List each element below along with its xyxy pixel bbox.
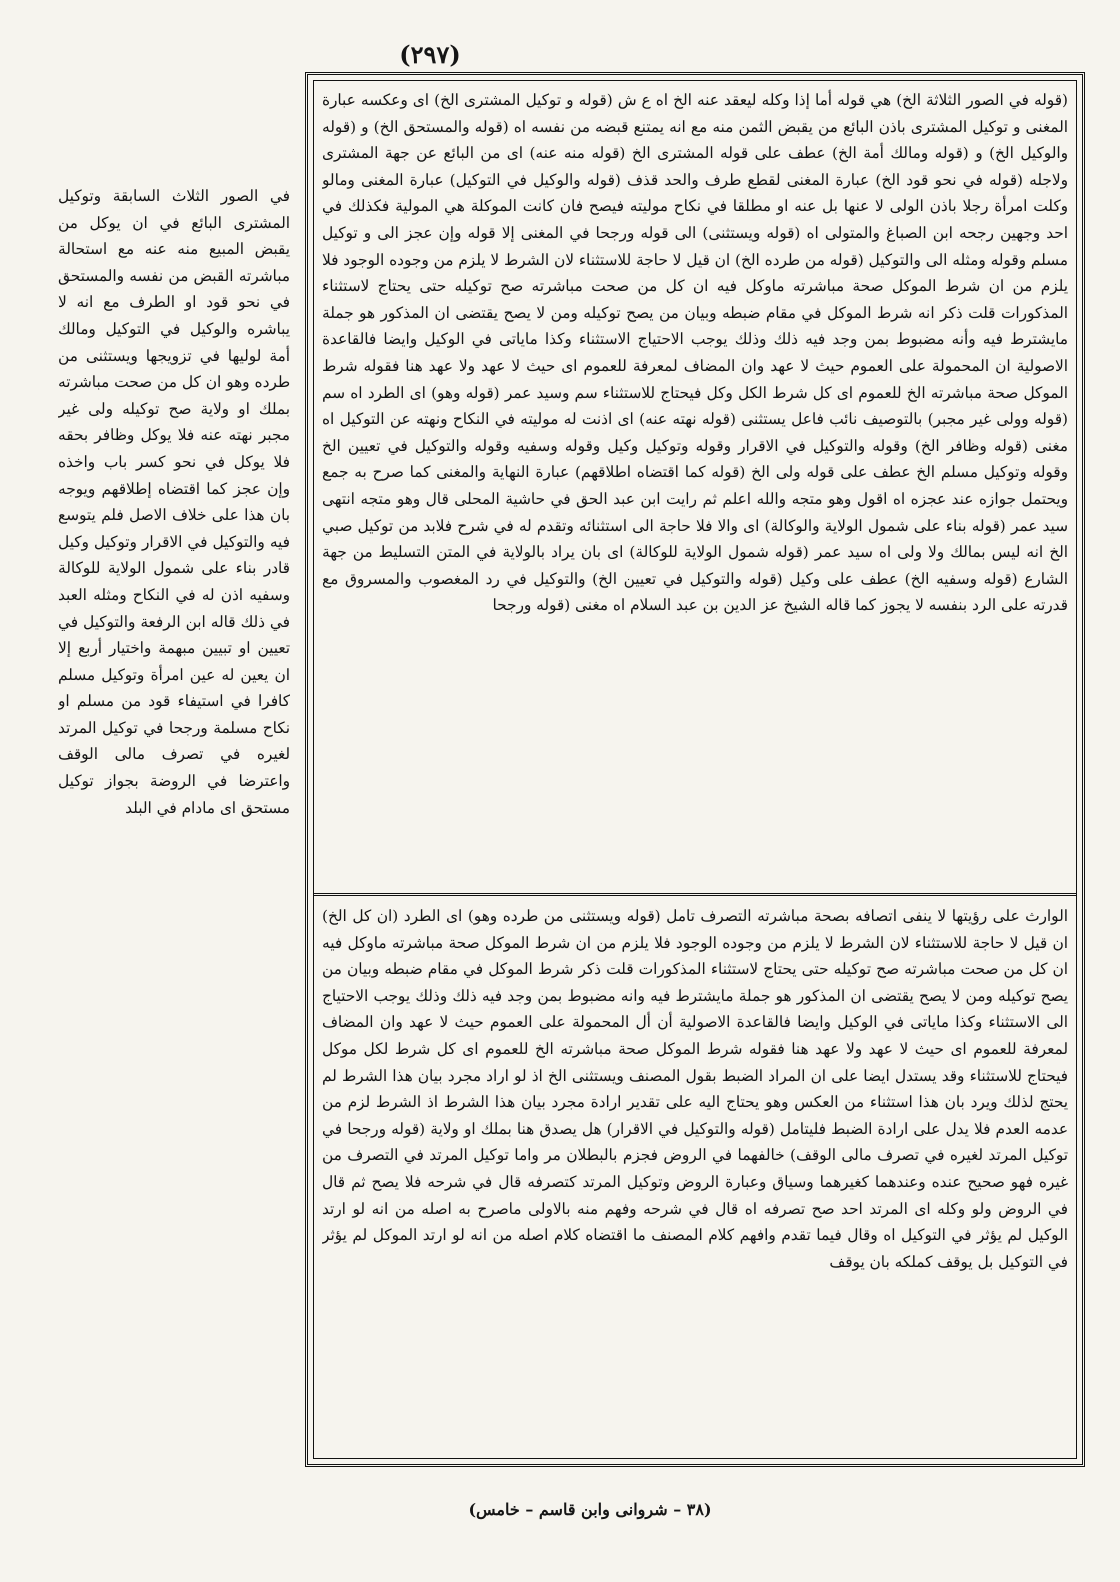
commentary-bottom: الوارث على رؤيتها لا ينفى اتصافه بصحة مباشرته التصرف تامل (قوله ويستثنى من طرده وهو) اى الطرد (ان كل الخ) ان قيل لا حاجة للاستثناء لان الشرط لا يلزم من وجوده الوجود فلا يلزم من ان شرط الموكل صحة مباشرته ماوكل فيه ان كل من صحت مباشرته صح توكيله حتى يحتاج لاستثناء المذكورات قلت ذكر شرط الموكل في مقام ضبطه وبيان من يصح توكيله ومن لا يصح يقتضى ان المذكور هو جملة مايشترط فيه وانه مضبوط بمن وجد فيه ذلك وذلك يوجب الاحتياج الى الاستثناء وكذا ماياتى في الوكيل وايضا فالقاعدة الاصولية أن أل المحمولة على العموم حيث لا عهد وان المضاف لمعرفة للعموم اى حيث لا عهد ولا عهد هنا فقوله شرط الموكل صحة مباشرته الخ للعموم اى كل شرط لكل موكل فيحتاج للاستثناء وقد يستدل ايضا على ان المراد الضبط بقول المصنف ويستثنى الخ اذ لو اراد مجرد بيان هذا الشرط لم يحتج لذلك ويرد بان هذا استثناء من العكس وهو يحتاج اليه على تقدير ارادة مجرد بيان هذا الشرط اذ الشرط لزم من عدمه العدم فلا يدل على ارادة الضبط فليتامل (قوله والتوكيل في الاقرار) هل يصدق هنا بملك او ولاية (قوله ورجحا في توكيل المرتد لغيره في تصرف مالى الوقف) خالفهما في الروض فجزم بالبطلان مر واما توكيل المرتد في التصرف من غيره فهو صحيح عنده وعندهما كغيرهما وسياق وعبارة الروض وتوكيل المرتد كتصرفه قال في شرحه فلا يصح ثم قال في الروض ولو وكله اى المرتد احد صح تصرفه اه قال في شرحه وفهم منه بالاولى ماصرح به اصله من انه لو ارتد الوكيل لم يؤثر في التوكيل اه وقال فيما تقدم وافهم كلام المصنف ما اقتضاه كلام اصله من انه لو ارتد الموكل لم يؤثر في التوكيل بل يوقف كملكه بان يوقف (322, 907, 1068, 1271)
commentary-frame (305, 72, 1085, 1467)
page-number: (٢٩٧) (399, 40, 461, 69)
commentary-top: (قوله في الصور الثلاثة الخ) هي قوله أما إذا وكله ليعقد عنه الخ اه ع ش (قوله و توكيل المشترى الخ) اى وعكسه عبارة المغنى و توكيل المشترى باذن البائع من يقبض الثمن منه مع انه يمتنع قبضه من نفسه اه (قوله والمستحق الخ) و (قوله والوكيل الخ) و (قوله ومالك أمة الخ) عطف على قوله المشترى الخ (قوله منه عنه) اى من البائع عن جهة المشترى ولاجله (قوله في نحو قود الخ) عبارة المغنى لقطع طرف والحد قذف (قوله والوكيل في التوكيل) عبارة المغنى ومالو وكلت امرأة رجلا باذن الولى لا عنها بل عنه او مطلقا في نكاح موليته فيصح فان كانت الموكلة هي المولية فكذلك في احد وجهين رجحه ابن الصباغ والمتولى اه (قوله ويستثنى) الى قوله ورجحا في المغنى إلا قوله وإن عجز الى و توكيل مسلم وقوله ومثله الى والتوكيل (قوله من طرده الخ) ان قيل لا حاجة للاستثناء لان الشرط لا يلزم من وجوده الوجود فلا يلزم من ان شرط الموكل صحة مباشرته ماوكل فيه ان كل من صحت مباشرته صح توكيله حتى يحتاج لاستثناء المذكورات قلت ذكر انه شرط الموكل في مقام ضبطه وبيان من يصح توكيله ومن لا يصح يقتضى ان المذكور هو جملة مايشترط فيه وأنه مضبوط بمن وجد فيه ذلك وذلك يوجب الاحتياج الاستثناء وكذا ماياتى في الوكيل وايضا فالقاعدة الاصولية ان المحمولة على العموم حيث لا عهد وان المضاف لمعرفة للعموم اى حيث لا عهد ولا عهد هنا فقوله شرط الموكل صحة مباشرته الخ للعموم اى كل شرط الكل وكل فيحتاج للاستثناء سم وسيد عمر (قوله وهو) اى الطرد اه سم (قوله وولى غير مجبر) بالتوصيف نائب فاعل يستثنى (قوله نهته عنه) اى اذنت له موليته في النكاح ونهته عن التوكيل اه مغنى (قوله وظافر الخ) وقوله والتوكيل في الاقرار وقوله وتوكيل وكيل وقوله وسفيه وقوله والتوكيل في تعيين الخ وقوله وتوكيل مسلم الخ عطف على قوله ولى الخ (قوله كما اقتضاه اطلاقهم) عبارة النهاية والمغنى كما صرح به جمع ويحتمل جوازه عند عجزه اه اقول وهو متجه والله اعلم ثم رايت ابن عبد الحق في حاشية المحلى قال وهو متجه انتهى سيد عمر (قوله بناء على شمول الولاية والوكالة) اى والا فلا حاجة الى استثنائه وتقدم له في شرح فلابد من توكيل صبي الخ انه ليس بمالك ولا ولى اه سيد عمر (قوله شمول الولاية للوكالة) اى بان يراد بالولاية في المتن التسليط من جهة الشارع (قوله وسفيه الخ) عطف على وكيل (قوله والتوكيل في تعيين الخ) والتوكيل في رد المغصوب والمسروق مع قدرته على الرد بنفسه لا يجوز كما قاله الشيخ عز الدين بن عبد السلام اه مغنى (قوله ورجحا (322, 91, 1068, 615)
frame-inner-border (313, 80, 1077, 1459)
page-footer: (٣٨ – شروانى وابن قاسم – خامس) (468, 1500, 712, 1519)
section-divider (314, 893, 1076, 896)
main-text-column: في الصور الثلاث السابقة وتوكيل المشترى البائع في ان يوكل من يقبض المبيع منه عنه مع استحالة مباشرته القبض من نفسه والمستحق في نحو قود او الطرف مع انه لا يباشره والوكيل في التوكيل ومالك أمة لوليها في تزويجها ويستثنى من طرده وهو ان كل من صحت مباشرته بملك او ولاية صح توكيله ولى غير مجبر نهته عنه فلا يوكل وظافر بحقه فلا يوكل في نحو كسر باب واخذه وإن عجز كما اقتضاه إطلاقهم ويوجه بان هذا على خلاف الاصل فلم يتوسع فيه والتوكيل في الاقرار وتوكيل وكيل قادر بناء على شمول الولاية للوكالة وسفيه اذن له في النكاح ومثله العبد في ذلك قاله ابن الرفعة والتوكيل في تعيين او تبيين مبهمة واختيار أربع إلا ان يعين له عين امرأة وتوكيل مسلم كافرا في استيفاء قود من مسلم او نكاح مسلمة ورجحا في توكيل المرتد لغيره في تصرف مالى الوقف واعترضا في الروضة بجواز توكيل مستحق اى مادام في البلد (58, 187, 290, 817)
